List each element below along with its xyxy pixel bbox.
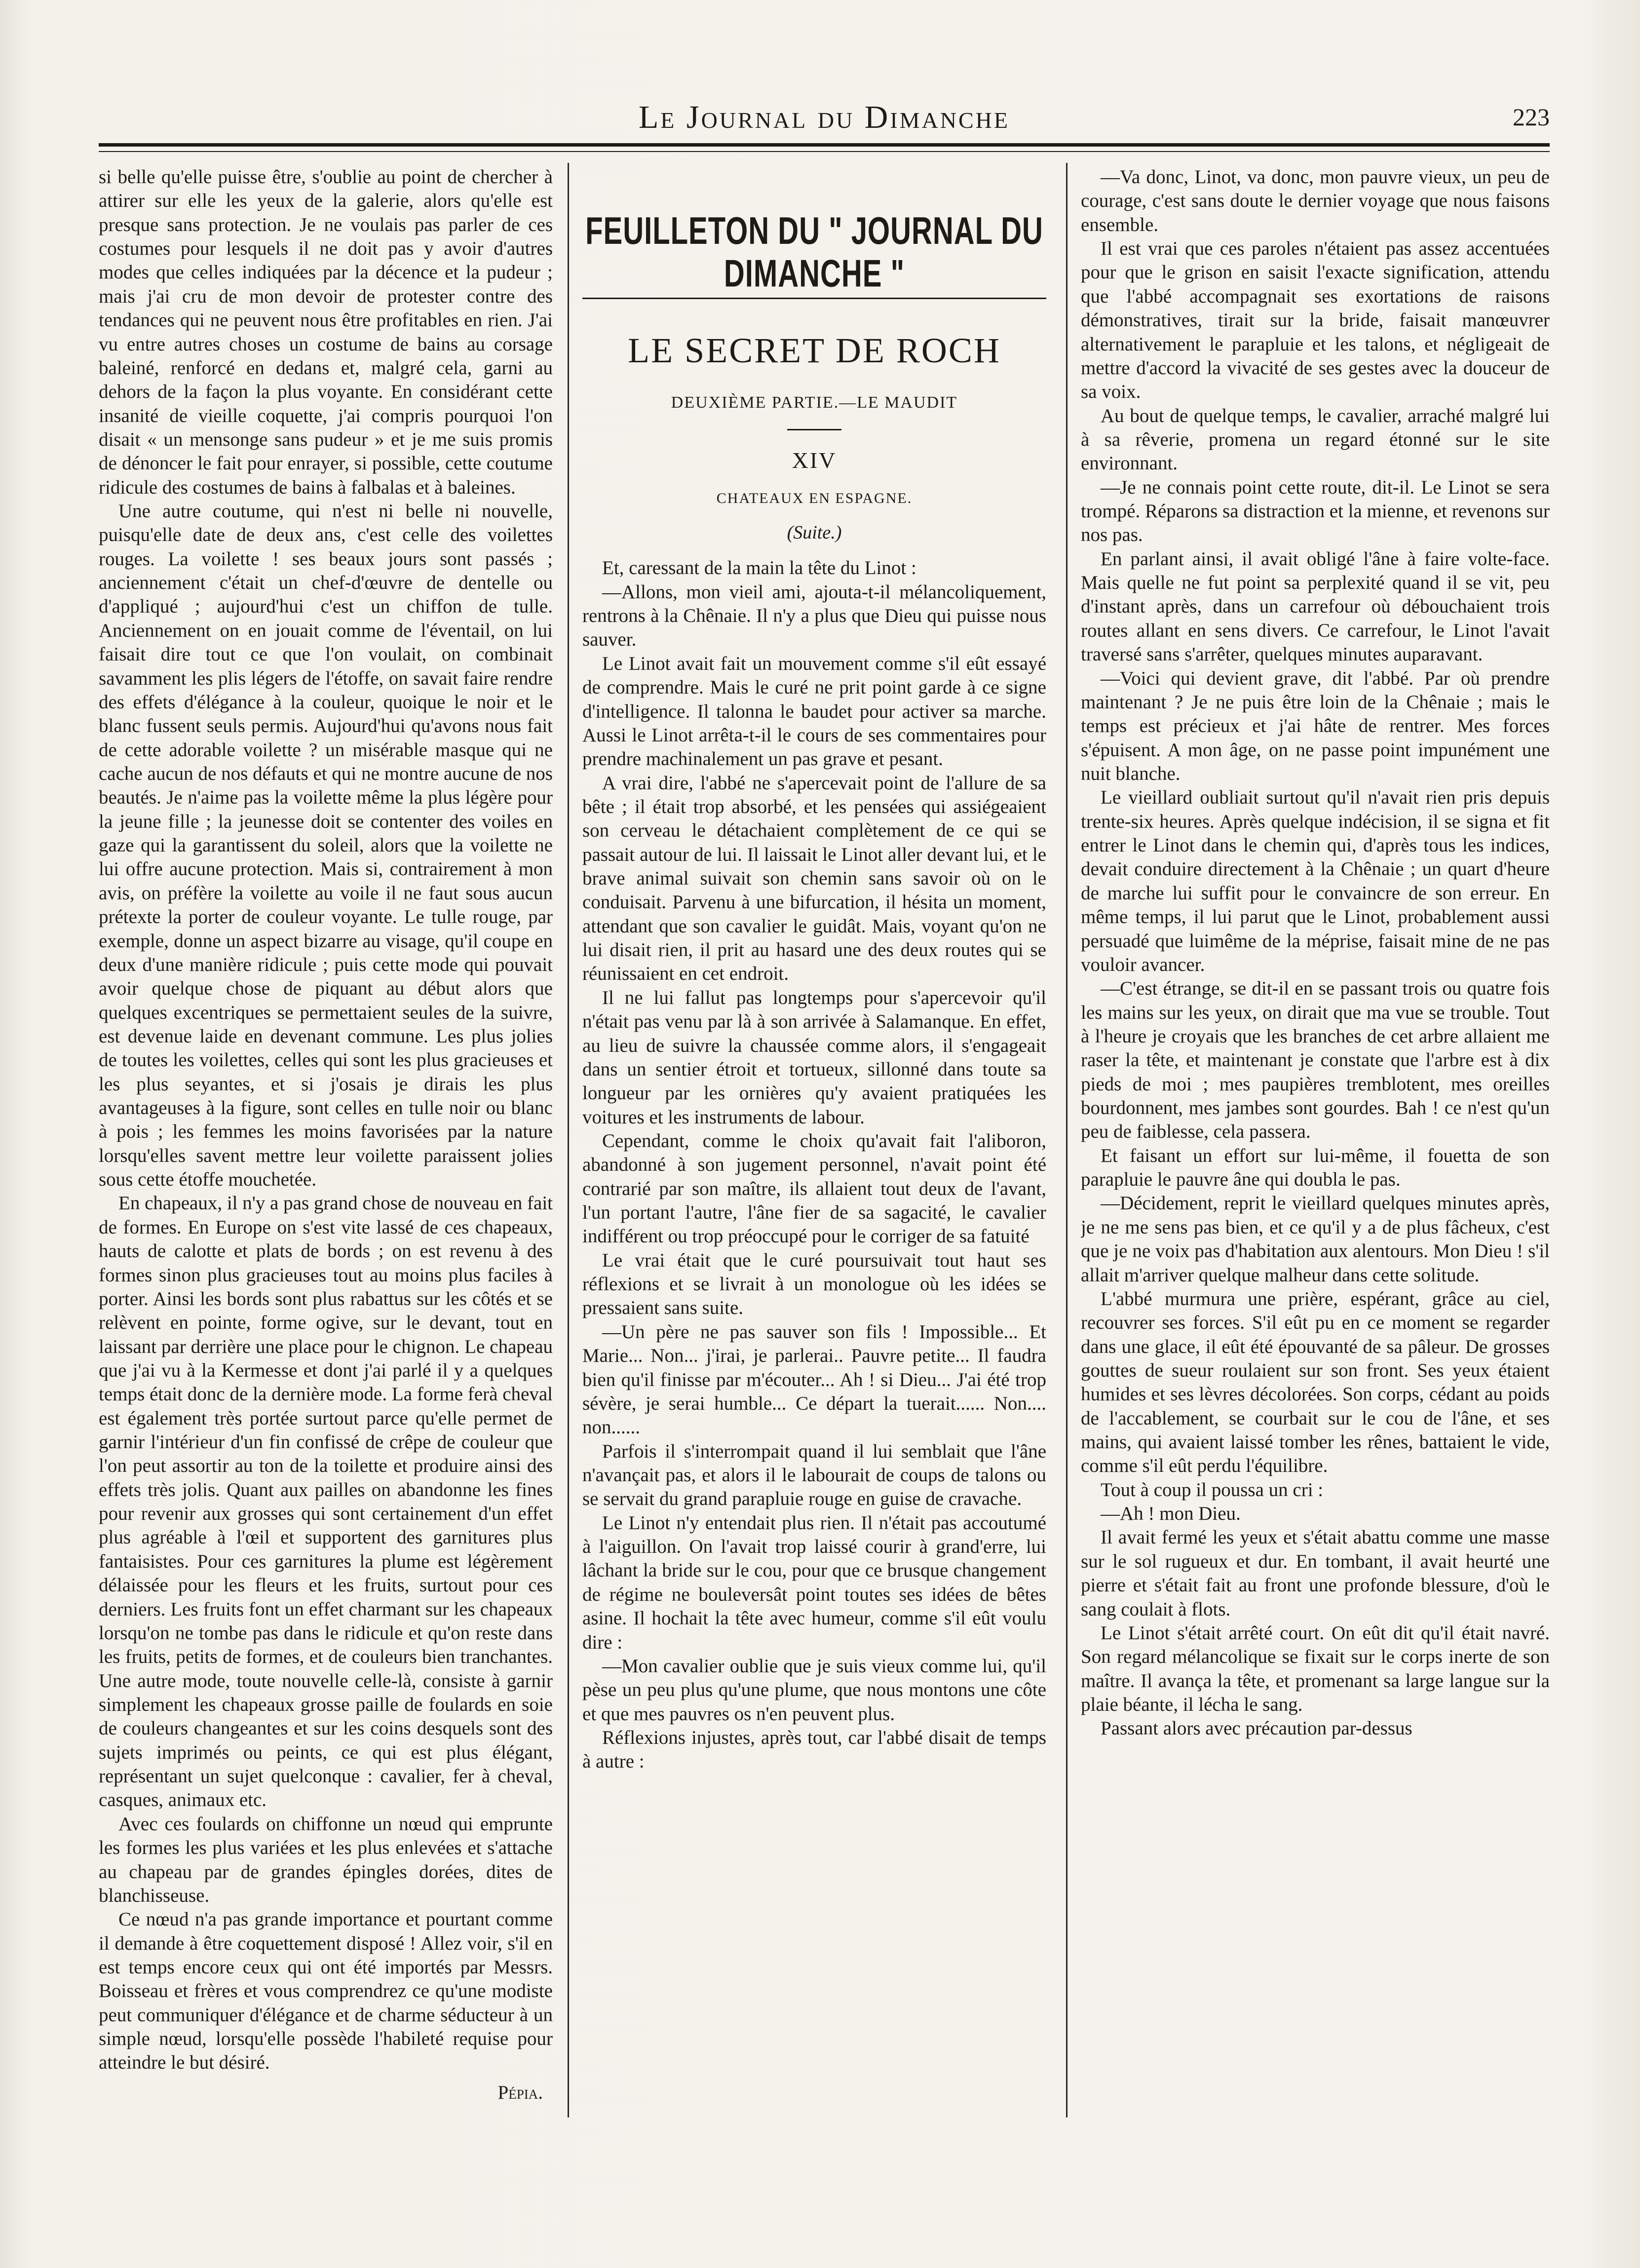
page-number: 223 <box>1513 103 1550 131</box>
suite-label: (Suite.) <box>787 522 842 543</box>
story-paragraph: En parlant ainsi, il avait obligé l'âne à faire volte-face. Mais quelle ne fut point sa perplexité quand il se vit, peu d'instant après, dans un carrefour où débouchaient trois routes allant en sens divers. Ce carrefour, le Linot l'avait traversé sans s'arrêter, quelques minutes auparavant. <box>1081 548 1550 665</box>
header-rule-thin <box>99 151 1550 152</box>
header-rule-thick <box>99 143 1550 147</box>
article-paragraph: Ce nœud n'a pas grande importance et pourtant comme il demande à être coquettement disposé ! Allez voir, s'il en est temps encore ceux qui ont été importés par Messrs. Boisseau et frères et vous comprendrez ce qu'une modiste peut communiquer d'élégance et de charme séducteur à un simple nœud, lorsqu'elle possède l'habileté requise pour atteindre le but désiré. <box>99 1909 553 2074</box>
story-paragraph: Cependant, comme le choix qu'avait fait l'aliboron, abandonné à son jugement personnel, n'avait point été contrarié par son maître, ils allaient tout deux de l'avant, l'un portant l'autre, l'âne fier de sa sagacité, le cavalier indifférent ou trop préoccupé pour le corriger de sa fatuité <box>582 1130 1046 1247</box>
article-signature: Pépia. <box>497 2081 543 2103</box>
column-feuilleton <box>582 165 1046 2229</box>
story-title: LE SECRET DE ROCH <box>628 330 1001 370</box>
story-paragraph: Et faisant un effort sur lui-même, il fouetta de son parapluie le pauvre âne qui doubla le pas. <box>1081 1145 1550 1191</box>
story-paragraph: —Mon cavalier oublie que je suis vieux comme lui, qu'il pèse un peu plus qu'une plume, que nous montons une côte et que mes pauvres os n'en peuvent plus. <box>582 1655 1046 1725</box>
story-paragraph: —Voici qui devient grave, dit l'abbé. Par où prendre maintenant ? Je ne puis être loin de la Chênaie ; mais le temps est précieux et j'ai hâte de rentrer. Mes forces s'épuisent. A mon âge, on ne passe point impunément une nuit blanche. <box>1081 667 1550 784</box>
story-paragraph: Passant alors avec précaution par-dessus <box>1101 1718 1412 1739</box>
column-feuilleton-continued <box>1081 165 1550 2229</box>
article-paragraph: Une autre coutume, qui n'est ni belle ni nouvelle, puisqu'elle date de deux ans, c'est celle des voilettes rouges. La voilette ! ses beaux jours sont passés ; anciennement c'était un chef-d'œuvre de dentelle ou d'appliqué ; aujourd'hui c'est un chiffon de tulle. Anciennement on en jouait comme de l'éventail, on lui faisait dire tout ce que l'on voulait, on combinait savamment les plis légers de l'étoffe, on savait faire rendre des effets d'élégance à la couleur, quoique le noir et le blanc fussent seuls permis. Aujourd'hui qu'avons nous fait de cette adorable voilette ? un misérable masque qui ne cache aucun de nos défauts et qui ne montre aucune de nos beautés. Je n'aime pas la voilette même la plus légère pour la jeune fille ; la jeunesse doit se contenter des voiles en gaze qui la garantissent du soleil, alors que la voilette ne lui offre aucune protection. Mais si, contrairement à mon avis, on préfère la voilette au voile il ne faut sous aucun prétexte la porter de couleur voyante. Le tulle rouge, par exemple, donne un aspect bizarre au visage, qu'il coupe en deux d'une manière ridicule ; puis cette mode qui pouvait avoir quelque chose de piquant au début alors que quelques excentriques se permettaient seules de la suivre, est devenue laide en devenant commune. Les plus jolies de toutes les voilettes, celles qui sont les plus gracieuses et les plus seyantes, et si j'osais je dirais les plus avantageuses à la figure, sont celles en tulle noir ou blanc à pois ; les femmes les moins favorisées par la nature lorsqu'elles savent mettre leur voilette paraissent jolies sous cette étoffe mouchetée. <box>99 500 553 1191</box>
story-paragraph: L'abbé murmura une prière, espérant, grâce au ciel, recouvrer ses forces. S'il eût pu en ce moment se regarder dans une glace, il eût été épouvanté de sa pâleur. De grosses gouttes de sueur roulaient sur son front. Ses yeux étaient humides et ses lèvres décolorées. Son corps, cédant au poids de l'accablement, se courbait sur le cou de l'âne, et ses mains, qui avaient laissé tomber les rênes, battaient le vide, comme s'il eût perdu l'équilibre. <box>1081 1288 1550 1477</box>
story-paragraph: Il avait fermé les yeux et s'était abattu comme une masse sur le sol rugueux et dur. En tombant, il avait heurté une pierre et s'était fait au front une profonde blessure, d'où le sang coulait à flots. <box>1081 1527 1550 1620</box>
story-paragraph: —Décidement, reprit le vieillard quelques minutes après, je ne me sens pas bien, et ce qu'il y a de plus fâcheux, c'est que je ne voix pas d'habitation aux alentours. Mon Dieu ! s'il allait m'arriver quelque malheur dans cette solitude. <box>1081 1192 1550 1286</box>
column-divider-1 <box>568 163 569 2117</box>
story-paragraph: —Un père ne pas sauver son fils ! Impossible... Et Marie... Non... j'irai, je parlerai.. Pauvre petite... Il faudra bien qu'il finisse par m'écouter... Ah ! si Dieu... J'ai été trop sévère, je serai humble... Ce départ la tuerait...... Non.... non...... <box>582 1321 1046 1438</box>
story-paragraph: Il ne lui fallut pas longtemps pour s'apercevoir qu'il n'était pas venu par là à son arrivée à Salamanque. En effet, au lieu de suivre la chaussée comme alors, il s'engageait dans un sentier étroit et tortueux, sillonné dans toute sa longueur par les ornières qu'y avaient pratiquées les voitures et les instruments de labour. <box>582 987 1046 1128</box>
article-paragraph: En chapeaux, il n'y a pas grand chose de nouveau en fait de formes. En Europe on s'est vite lassé de ces chapeaux, hauts de calotte et plats de bords ; on est revenu à des formes sinon plus gracieuses tout au moins plus faciles à porter. Ainsi les bords sont plus rabattus sur les côtés et se relèvent en pointe, forme ogive, sur le devant, tout en laissant par derrière une place pour le chignon. Le chapeau que j'ai vu à la Kermesse et dont j'ai parlé il y a quelques temps était donc de la dernière mode. La forme ferà cheval est également très portée surtout parce qu'elle permet de garnir l'intérieur d'un fin confissé de crêpe de couleur que l'on peut assortir au ton de la toilette et produire ainsi des effets très jolis. Quant aux pailles on abandonne les fines pour revenir aux grosses qui sont certainement d'un effet plus agréable à l'œil et supportent des garnitures plus fantaisistes. Pour ces garnitures la plume est légèrement délaissée pour les fleurs et les fruits, surtout pour ces derniers. Les fruits font un effet charmant sur les chapeaux lorsqu'on ne tombe pas dans le ridicule et qu'on reste dans les fruits, petits de formes, et de couleurs bien tranchantes. Une autre mode, toute nouvelle celle-là, consiste à garnir simplement les chapeaux grosse paille de foulards en soie de couleurs changeantes et sur les coins desquels sont des sujets imprimés ou peints, ce qui est plus élégant, représentant un sujet quelconque : cavalier, fer à cheval, casques, animaux etc. <box>99 1192 553 1811</box>
feuilleton-title: FEUILLETON DU " JOURNAL DU DIMANCHE " <box>585 209 1043 295</box>
chapter-number: XIV <box>792 448 837 473</box>
story-paragraph: —Allons, mon vieil ami, ajouta-t-il mélancoliquement, rentrons à la Chênaie. Il n'y a plus que Dieu qui puisse nous sauver. <box>582 581 1046 651</box>
article-paragraph: si belle qu'elle puisse être, s'oublie au point de chercher à attirer sur elle les yeux de la galerie, alors qu'elle est presque sans protection. Je ne voulais pas parler de ces costumes pour lesquels il ne doit pas y avoir d'autres modes que celles indiquées par la décence et la pudeur ; mais j'ai cru de mon devoir de protester contre des tendances qui ne peuvent nous être profitables en rien. J'ai vu entre autres choses un costume de bains au corsage baleiné, renforcé en dedans et, malgré cela, garni au dehors de la façon la plus voyante. En considérant cette insanité de vieille coquette, j'ai compris pourquoi l'on disait « un mensonge sans pudeur » et je me suis promis de dénoncer le fait pour enrayer, si possible, cette coutume ridicule des costumes de bains à falbalas et à baleines. <box>99 166 553 498</box>
story-paragraph: —C'est étrange, se dit-il en se passant trois ou quatre fois les mains sur les yeux, on dirait que ma vue se trouble. Tout à l'heure je croyais que les branches de cet arbre allaient me raser la tête, et maintenant je constate que l'arbre est à dix pieds de moi ; mes paupières tremblotent, mes oreilles bourdonnent, mes jambes sont gourdes. Bah ! ce n'est qu'un peu de faiblesse, cela passera. <box>1081 978 1550 1143</box>
story-paragraph: Et, caressant de la main la tête du Linot : <box>602 557 916 579</box>
masthead: Le Journal du Dimanche <box>638 99 1010 135</box>
story-paragraph: —Je ne connais point cette route, dit-il. Le Linot se sera trompé. Réparons sa distraction et la mienne, et revenons sur nos pas. <box>1081 476 1550 546</box>
story-paragraph: Parfois il s'interrompait quand il lui semblait que l'âne n'avançait pas, et alors il le labourait de coups de talons ou se servait du grand parapluie rouge en guise de cravache. <box>582 1440 1046 1510</box>
story-paragraph: —Ah ! mon Dieu. <box>1101 1503 1241 1525</box>
story-paragraph: Il est vrai que ces paroles n'étaient pas assez accentuées pour que le grison en saisit l'exacte signification, attendu que l'abbé accompagnait ses exortations de raisons démonstratives, tirait sur la bride, faisait manœuvrer alternativement le parapluie et les talons, et négligeait de mettre d'accord la vivacité de ses gestes avec la douceur de sa voix. <box>1081 238 1550 403</box>
column-divider-2 <box>1066 163 1068 2117</box>
column-fashion-article <box>99 165 553 2229</box>
page-header <box>99 99 1550 138</box>
story-paragraph: Le Linot avait fait un mouvement comme s'il eût essayé de comprendre. Mais le curé ne prit point garde à ce signe d'intelligence. Il talonna le baudet pour activer sa marche. Aussi le Linot arrêta-t-il le cours de ses commentaires pour prendre machinalement un pas grave et pesant. <box>582 653 1046 770</box>
story-paragraph: Au bout de quelque temps, le cavalier, arraché malgré lui à sa rêverie, promena un regard étonné sur le site environnant. <box>1081 405 1550 474</box>
article-paragraph: Avec ces foulards on chiffonne un nœud qui emprunte les formes les plus variées et les plus enlevées et s'attache au chapeau par de grandes épingles dorées, dites de blanchisseuse. <box>99 1813 553 1906</box>
story-paragraph: Le Linot s'était arrêté court. On eût dit qu'il était navré. Son regard mélancolique se fixait sur le corps inerte de son maître. Il avança la tête, et promenant sa large langue sur la plaie béante, il lécha le sang. <box>1081 1622 1550 1715</box>
story-paragraph: Le vrai était que le curé poursuivait tout haut ses réflexions et se livrait à un monologue où les idées se pressaient sans suite. <box>582 1249 1046 1319</box>
section-rule <box>787 429 841 430</box>
story-paragraph: Réflexions injustes, après tout, car l'abbé disait de temps à autre : <box>582 1727 1046 1772</box>
story-paragraph: A vrai dire, l'abbé ne s'apercevait point de l'allure de sa bête ; il était trop absorbé, et les pensées qui assiégeaient son cerveau le détachaient complètement de ce qui se passait autour de lui. Il laissait le Linot aller devant lui, et le brave animal suivait son chemin sans savoir où on le conduisait. Parvenu à une bifurcation, il hésita un moment, attendant que son cavalier le guidât. Mais, voyant qu'on ne lui disait rien, il prit au hasard une des deux routes qui se réunissaient en cet endroit. <box>582 772 1046 985</box>
story-paragraph: Tout à coup il poussa un cri : <box>1101 1479 1324 1500</box>
part-title: DEUXIÈME PARTIE.—LE MAUDIT <box>671 393 958 412</box>
story-paragraph: —Va donc, Linot, va donc, mon pauvre vieux, un peu de courage, c'est sans doute le dernier voyage que nous faisons ensemble. <box>1081 166 1550 235</box>
feuilleton-rule <box>582 298 1046 299</box>
story-paragraph: Le Linot n'y entendait plus rien. Il n'était pas accoutumé à l'aiguillon. On l'avait trop laissé courir à grand'erre, lui lâchant la bride sur le cou, pour que ce brusque changement de régime ne bouleversât point toutes ses idées de bêtes asine. Il hochait la tête avec humeur, comme s'il eût voulu dire : <box>582 1512 1046 1653</box>
chapter-title: CHATEAUX EN ESPAGNE. <box>716 490 913 507</box>
story-paragraph: Le vieillard oubliait surtout qu'il n'avait rien pris depuis trente-six heures. Après quelque indécision, il se signa et fit entrer le Linot dans le chemin qui, d'après tous les indices, devait conduire directement à la Chênaie ; un quart d'heure de marche lui suffit pour le convaincre de son erreur. En même temps, il lui parut que le Linot, probablement aussi persuadé que luimême de la méprise, faisait mine de ne pas vouloir avancer. <box>1081 787 1550 975</box>
